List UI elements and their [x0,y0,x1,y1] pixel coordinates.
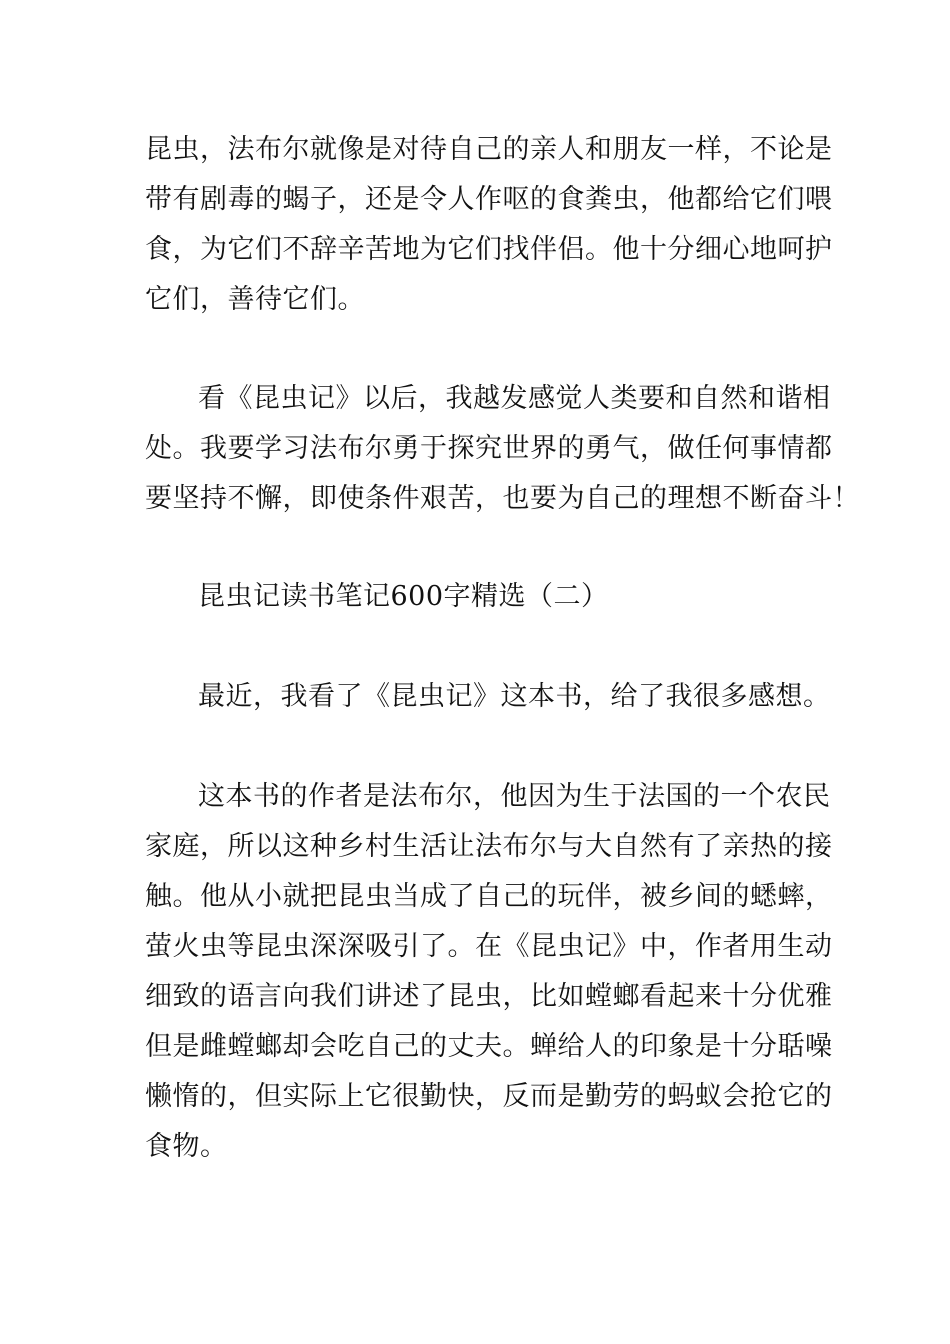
paragraph-line: 触。他从小就把昆虫当成了自己的玩伴，被乡间的蟋蟀， [145,881,833,912]
paragraph-line: 懒惰的，但实际上它很勤快，反而是勤劳的蚂蚁会抢它的 [145,1081,833,1112]
paragraph-line: 要坚持不懈，即使条件艰苦，也要为自己的理想不断奋斗！ [145,483,860,514]
paragraph-line: 处。我要学习法布尔勇于探究世界的勇气，做任何事情都 [145,433,833,464]
paragraph-line: 它们，善待它们。 [145,284,365,315]
paragraph-line: 家庭，所以这种乡村生活让法布尔与大自然有了亲热的接 [145,831,833,862]
paragraph-line: 食，为它们不辞辛苦地为它们找伴侣。他十分细心地呵护 [145,234,833,265]
paragraph-line: 萤火虫等昆虫深深吸引了。在《昆虫记》中，作者用生动 [145,931,833,962]
paragraph-line: 看《昆虫记》以后，我越发感觉人类要和自然和谐相 [198,383,831,414]
paragraph-line: 细致的语言向我们讲述了昆虫，比如螳螂看起来十分优雅 [145,981,833,1012]
paragraph-line: 但是雌螳螂却会吃自己的丈夫。蝉给人的印象是十分聒噪 [145,1031,833,1062]
paragraph-line: 这本书的作者是法布尔，他因为生于法国的一个农民 [198,781,831,812]
paragraph-line: 昆虫，法布尔就像是对待自己的亲人和朋友一样，不论是 [145,134,833,165]
paragraph-line: 食物。 [145,1131,228,1162]
section-heading: 昆虫记读书笔记600字精选（二） [198,581,609,612]
paragraph-line: 最近，我看了《昆虫记》这本书，给了我很多感想。 [198,681,831,712]
paragraph-line: 带有剧毒的蝎子，还是令人作呕的食粪虫，他都给它们喂 [145,184,833,215]
